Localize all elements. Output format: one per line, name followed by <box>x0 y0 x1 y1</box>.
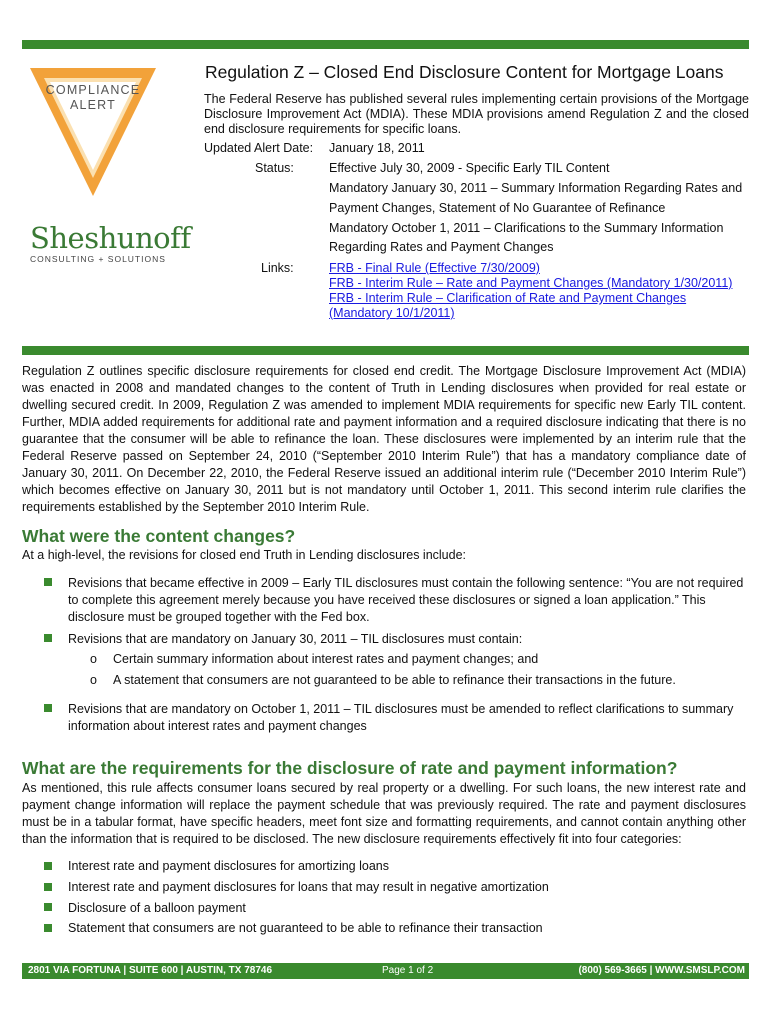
badge-line2: ALERT <box>69 98 117 112</box>
sub-bullet-marker: o <box>90 652 97 666</box>
bullet-item: Revisions that became effective in 2009 – Early TIL disclosures must contain the following sentence: “You are not required to complete this agreement merely because you have received these disclosures or signed a loan application.” This disclosure must be grouped together with the Fed box. <box>68 576 744 624</box>
header-intro: The Federal Reserve has published several rules implementing certain provisions of the Mortgage Disclosure Improvement Act (MDIA). These MDIA provisions amend Regulation Z and the closed end disclosure requirements for specific loans. <box>204 92 749 136</box>
bullet-marker <box>44 903 52 911</box>
section-heading-rate-payment: What are the requirements for the disclosure of rate and payment information? <box>22 758 678 778</box>
link-final-rule[interactable]: FRB - Final Rule (Effective 7/30/2009) <box>329 261 540 275</box>
section2-paragraph: As mentioned, this rule affects consumer loans secured by real property or a dwelling. For such loans, the new interest rate and payment change information will replace the payment schedule that was previously required. The rate and payment disclosures must be in a tabular format, have specific headers, meet font size and formatting requirements, and cannot contain anything other than the information that is required to be disclosed. The new disclosure requirements effectively fit into four categories: <box>22 781 746 846</box>
footer-page-number: Page 1 of 2 <box>382 965 434 976</box>
bullet-marker <box>44 883 52 891</box>
footer-address: 2801 VIA FORTUNA | SUITE 600 | AUSTIN, TX 78746 <box>28 965 273 976</box>
bullet-marker <box>44 704 52 712</box>
footer-bar <box>22 963 749 979</box>
bullet-item: Interest rate and payment disclosures for amortizing loans <box>68 859 389 873</box>
top-green-bar <box>22 40 749 49</box>
brand-logo <box>30 222 200 264</box>
links-label: Links: <box>261 261 294 275</box>
bullet-marker <box>44 634 52 642</box>
updated-label: Updated Alert Date: <box>204 141 314 155</box>
page-title: Regulation Z – Closed End Disclosure Content for Mortgage Loans <box>205 62 724 82</box>
intro-paragraph: Regulation Z outlines specific disclosure requirements for closed end credit. The Mortgage Disclosure Improvement Act (MDIA) was enacted in 2008 and mandated changes to the content of Truth in Lending disclosures when provided for real estate or dwelling secured credit. In 2009, Regulation Z was amended to implement MDIA requirements for specific new Early TIL content. Further, MDIA added requirements for additional rate and payment information and a required disclosure indicating that there is no guarantee that the consumer will be able to refinance the loan. These disclosures were implemented by an interim rule that the Federal Reserve passed on September 24, 2010 (“September 2010 Interim Rule”) that has a mandatory compliance date of January 30, 2011. On December 22, 2010, the Federal Reserve issued an additional interim rule (“December 2010 Interim Rule”) which becomes effective on January 30, 2011 but is not mandatory until October 1, 2011. This second interim rule clarifies the requirements established by the September 2010 Interim Rule. <box>22 364 746 514</box>
sub-bullet-item: A statement that consumers are not guaranteed to be able to refinance their transactions in the future. <box>113 673 676 687</box>
sub-bullet-item: Certain summary information about interest rates and payment changes; and <box>113 652 539 666</box>
section-divider-bar <box>22 346 749 355</box>
sub-bullet-marker: o <box>90 673 97 687</box>
link-interim-rule-clarification-date[interactable]: (Mandatory 10/1/2011) <box>329 306 455 320</box>
bullet-marker <box>44 578 52 586</box>
compliance-alert-badge <box>28 60 158 200</box>
bullet-item: Statement that consumers are not guaranteed to be able to refinance their transaction <box>68 921 543 935</box>
status-line: Effective July 30, 2009 - Specific Early TIL Content <box>329 161 610 175</box>
badge-line1: COMPLIANCE <box>45 83 141 97</box>
bullet-marker <box>44 924 52 932</box>
bullet-item: Disclosure of a balloon payment <box>68 901 246 915</box>
status-line: Mandatory October 1, 2011 – Clarifications to the Summary Information <box>329 221 724 235</box>
status-label: Status: <box>255 161 294 175</box>
bullet-item: Revisions that are mandatory on October 1, 2011 – TIL disclosures must be amended to reflect clarifications to summary information about interest rates and payment changes <box>68 702 734 733</box>
brand-name: Sheshunoff <box>30 221 191 255</box>
status-line: Regarding Rates and Payment Changes <box>329 240 554 254</box>
bullet-item: Revisions that are mandatory on January 30, 2011 – TIL disclosures must contain: <box>68 632 523 646</box>
status-line: Payment Changes, Statement of No Guarantee of Refinance <box>329 201 666 215</box>
link-interim-rule-clarification[interactable]: FRB - Interim Rule – Clarification of Rate and Payment Changes <box>329 291 687 305</box>
brand-tagline: CONSULTING + SOLUTIONS <box>30 254 166 264</box>
section-heading-content-changes: What were the content changes? <box>22 526 296 546</box>
footer-contact: (800) 569-3665 | WWW.SMSLP.COM <box>578 965 745 976</box>
section1-lead: At a high-level, the revisions for closed end Truth in Lending disclosures include: <box>22 548 467 562</box>
status-line: Mandatory January 30, 2011 – Summary Information Regarding Rates and <box>329 181 743 195</box>
link-interim-rule-rate[interactable]: FRB - Interim Rule – Rate and Payment Changes (Mandatory 1/30/2011) <box>329 276 733 290</box>
bullet-marker <box>44 862 52 870</box>
updated-value: January 18, 2011 <box>329 141 425 155</box>
bullet-item: Interest rate and payment disclosures for loans that may result in negative amortization <box>68 880 549 894</box>
